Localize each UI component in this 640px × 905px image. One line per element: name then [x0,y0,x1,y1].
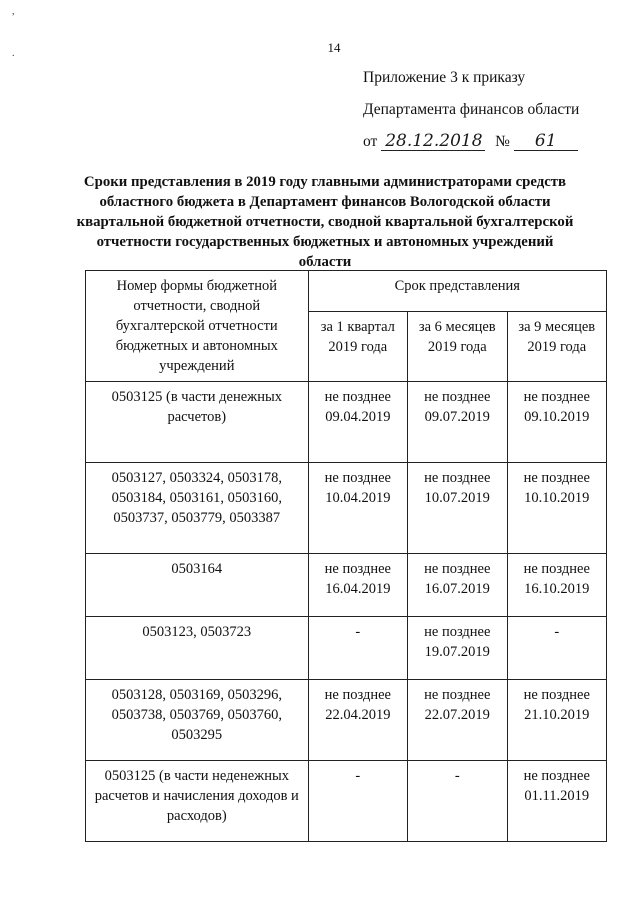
page-number: 14 [327,40,341,55]
deadline-q1-cell: не позднее 09.04.2019 [308,382,407,463]
table-row [86,463,607,554]
deadline-q1-cell: - [308,617,407,680]
table-row [86,617,607,680]
form-number-cell: 0503127, 0503324, 0503178, 0503184, 0503161, 0503160, 0503737, 0503779, 0503387 [86,463,309,554]
deadline-6m-cell: не позднее 09.07.2019 [408,382,507,463]
form-number-cell: 0503128, 0503169, 0503296, 0503738, 0503769, 0503760, 0503295 [86,680,309,761]
deadline-6m-cell: не позднее 10.07.2019 [408,463,507,554]
header-period-9m: за 9 месяцев 2019 года [507,312,606,382]
form-number-cell: 0503125 (в части неденежных расчетов и начисления доходов и расходов) [86,761,309,842]
header-form-number: Номер формы бюджетной отчетности, сводной бухгалтерской отчетности бюджетных и автономных учреждений [86,271,309,382]
date-prefix: от [363,133,378,150]
deadline-9m-cell: не позднее 16.10.2019 [507,554,606,617]
form-number-cell: 0503164 [86,554,309,617]
deadline-6m-cell: не позднее 22.07.2019 [408,680,507,761]
document-title: Сроки представления в 2019 году главными администраторами средств областного бюджета в Департамент финансов Вологодской области квартальной бюджетной отчетности, сводной квартальной бухгалтерской отчетности государственных бюджетных и автономных учреждений области [76,174,574,270]
deadline-q1-cell: - [308,761,407,842]
header-period-6m: за 6 месяцев 2019 года [408,312,507,382]
deadline-9m-cell: не позднее 09.10.2019 [507,382,606,463]
form-number-cell: 0503125 (в части денежных расчетов) [86,382,309,463]
margin-mark: . [12,48,15,59]
appendix-signature-line [363,129,579,155]
appendix-block [363,65,579,155]
deadline-9m-cell: не позднее 01.11.2019 [507,761,606,842]
deadline-q1-cell: не позднее 16.04.2019 [308,554,407,617]
deadline-6m-cell: не позднее 16.07.2019 [408,554,507,617]
deadline-9m-cell: - [507,617,606,680]
form-number-cell: 0503123, 0503723 [86,617,309,680]
table-row [86,382,607,463]
margin-mark: , [12,6,15,17]
deadlines-table [85,270,607,842]
deadline-6m-cell: - [408,761,507,842]
number-prefix: № [495,133,510,150]
table-row [86,761,607,842]
deadline-9m-cell: не позднее 10.10.2019 [507,463,606,554]
header-period-q1: за 1 квартал 2019 года [308,312,407,382]
table-row [86,554,607,617]
header-deadline: Срок представления [308,271,606,312]
handwritten-date: 28.12.2018 [381,132,485,151]
appendix-line-1: Приложение 3 к приказу [363,69,526,86]
deadline-q1-cell: не позднее 10.04.2019 [308,463,407,554]
deadline-q1-cell: не позднее 22.04.2019 [308,680,407,761]
handwritten-number: 61 [514,132,578,151]
deadline-9m-cell: не позднее 21.10.2019 [507,680,606,761]
table-row [86,680,607,761]
appendix-line-2: Департамента финансов области [363,101,580,118]
deadline-6m-cell: не позднее 19.07.2019 [408,617,507,680]
